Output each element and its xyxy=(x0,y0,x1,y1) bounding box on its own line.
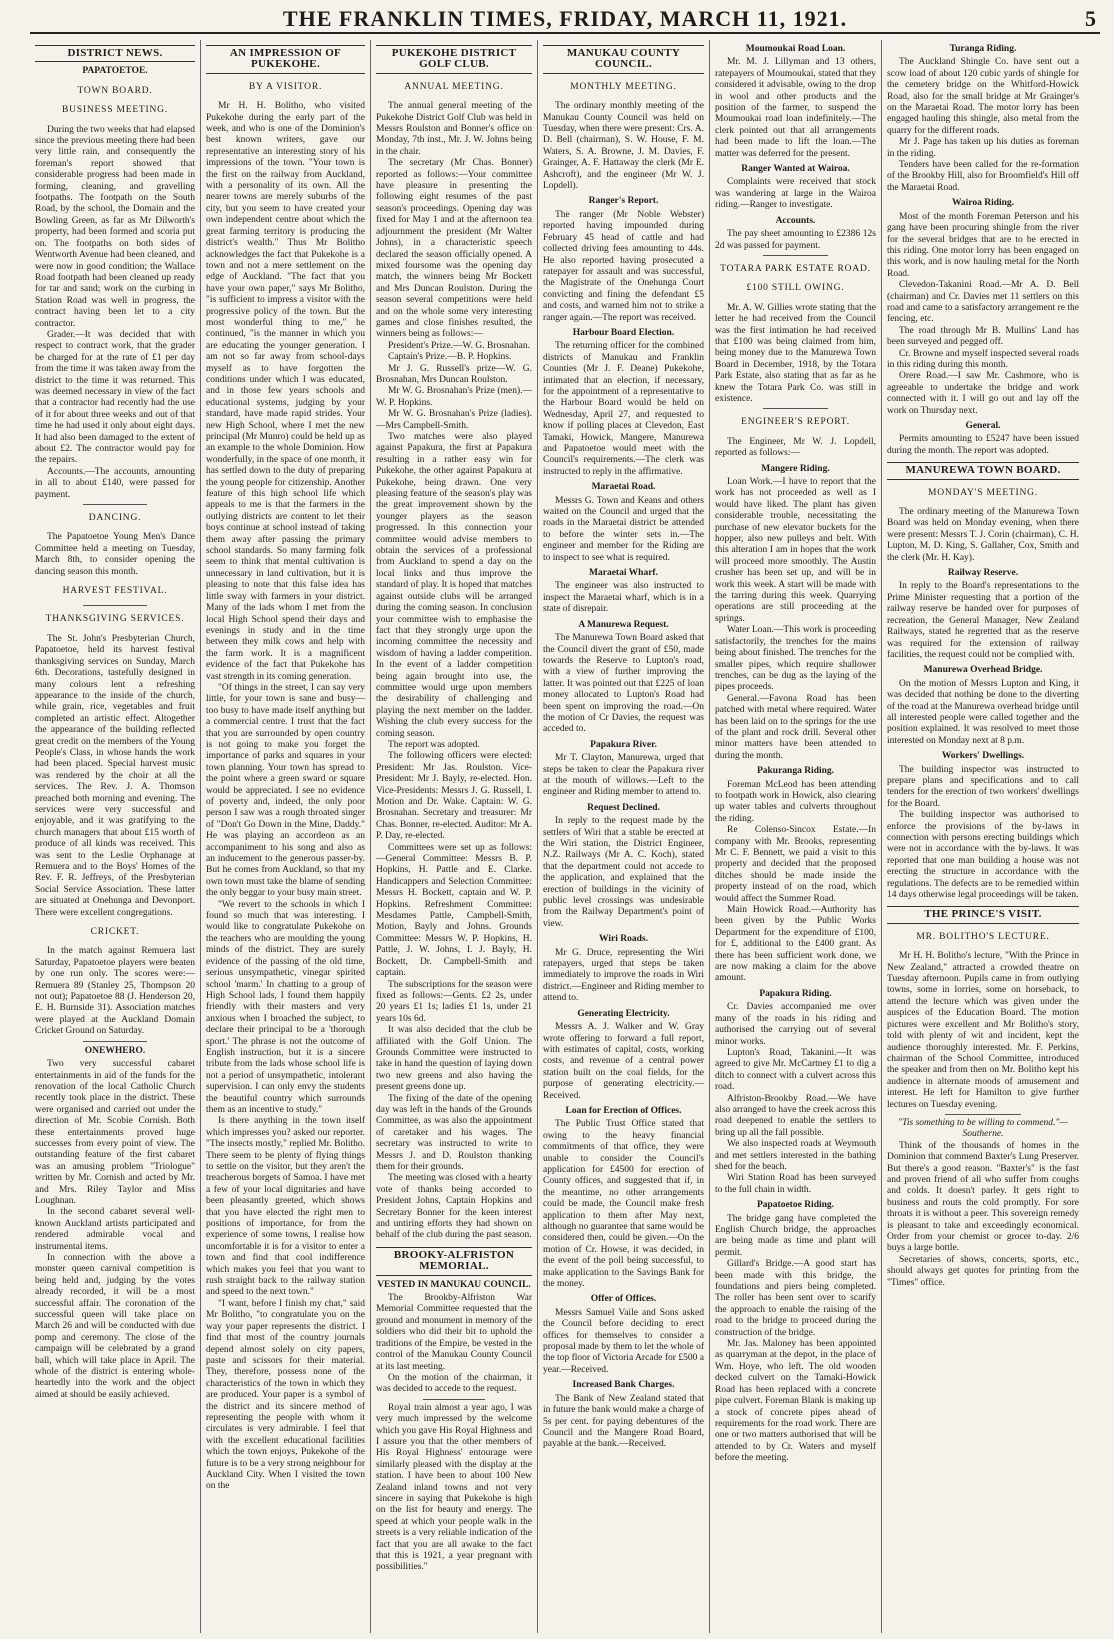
paragraph: General.—Favona Road has been patched with metal where required. Water has been laid on to the springs for the use of the plant and rock drill. Several other minor matters have been attended to during the month. xyxy=(715,693,876,761)
paragraph: Mr. Jas. Maloney has been appointed as quarryman at the depot, in the place of Wm. Hoye, who left. The old wooden decked culvert on the Tamaki-Howick Road has been replaced with a concrete pipe culvert. Foreman Blank is making up a stock of concrete pipes ahead of requirements for the road work. There are one or two matters authorised that will be attended to by Cr. Waters and myself before the meeting. xyxy=(715,1339,876,1464)
subheading: VESTED IN MANUKAU COUNCIL. xyxy=(377,1279,531,1290)
divider xyxy=(83,504,147,505)
paragraph: Wiri Station Road has been surveyed to the full chain in width. xyxy=(715,1173,876,1195)
subheading: Request Declined. xyxy=(587,802,660,813)
paragraph: The bridge gang have completed the English Church bridge, the approaches are being made as time and plant will permit. xyxy=(715,1213,876,1258)
section-heading: THE PRINCE'S VISIT. xyxy=(887,906,1079,923)
column-3 xyxy=(370,40,537,1633)
column-6 xyxy=(881,40,1084,1633)
paragraph: The Public Trust Office stated that owing to the heavy financial commitments of that office, they were unable to consider the Council's application for £4500 for erection of County offices, and suggested that if, in the meantime, no other arrangements could be made, the Council make fresh application to them after May next, although no guarantee that same would be considered then, could be given.—On the motion of Cr. Howse, it was decided, in the event of the poll being successful, to make application to the Savings Bank for the money. xyxy=(543,1119,704,1290)
paragraph: The Bank of New Zealand stated that in future the bank would make a charge of 5s per cent. for paying debentures of the Council and the Mangere Road Board, payable at the bank.—Received. xyxy=(543,1393,704,1450)
divider xyxy=(83,1041,147,1042)
section-heading: DISTRICT NEWS. xyxy=(35,45,195,62)
column-5 xyxy=(709,40,881,1633)
paragraph: Mr H. H. Bolitho's lecture, "With the Prince in New Zealand," attracted a crowded theatre on Tuesday afternoon. Pupils came in from outlying towns, some in lorries, some on horseback, to attend the lecture which was given under the auspices of the Education Board. The motion pictures were excellent and Mr Bolitho's story, told with plenty of wit and incident, kept the audience thoroughly interested. Mr. F. Perkins, chairman of the School Committee, introduced the speaker and from then on Mr. Bolitho kept his audience in alternate moods of amusement and interest. He left for Hamilton to give further lectures on Tuesday evening. xyxy=(887,951,1079,1110)
paragraph: The annual general meeting of the Pukekohe District Golf Club was held in Messrs Roulston and Bonner's office on Monday, 7th inst., Mr. J. W. Johns being in the chair. xyxy=(376,101,532,157)
paragraph: Foreman McLeod has been attending to footpath work in Howick, also clearing up water tables and culverts throughout the riding. xyxy=(715,779,876,824)
subheading: Accounts. xyxy=(775,215,816,226)
paragraph: Cr. Browne and myself inspected several roads in this riding during this month. xyxy=(887,348,1079,370)
subheading: Loan for Erection of Offices. xyxy=(565,1105,682,1116)
paragraph: The report was adopted. xyxy=(388,739,480,750)
paragraph: President's Prize.—W. G. Brosnahan. xyxy=(388,340,530,351)
paragraph: Think of the thousands of homes in the Dominion that commend Baxter's Lung Preserver. But there's a good reason. "Baxter's" is the fast and proven friend of all who suffer from coughs and colds. It doesn't parley. It gets right to business and routs the cold promptly. For sore throats it is without a peer. This sovereign remedy is pleasant to take and exceedingly economical. Order from your chemist or grocer to-day. 2/6 buys a large bottle. xyxy=(887,1140,1079,1254)
paragraph: The Papatoetoe Young Men's Dance Committee held a meeting on Tuesday, March 8th, to consider opening the dancing season this month. xyxy=(35,532,195,577)
paragraph: We also inspected roads at Weymouth and met settlers interested in the bathing shed for the beach. xyxy=(715,1139,876,1172)
paragraph: The Engineer, Mr W. J. Lopdell, reported as follows:— xyxy=(715,436,876,459)
section-heading: MANUREWA TOWN BOARD. xyxy=(887,462,1079,479)
paragraph: Alfriston-Brookby Road.—We have also arranged to have the creek across this road deepened to enable the settlers to bring up all the fall possible. xyxy=(715,1093,876,1138)
paragraph: Mr T. Clayton, Manurewa, urged that steps be taken to clear the Papakura river at the mouth of willows.—Left to the engineer and Riding member to attend to. xyxy=(543,753,704,798)
subheading: ENGINEER'S REPORT. xyxy=(741,417,850,428)
subheading: DANCING. xyxy=(88,513,142,524)
paragraph: Orere Road.—I saw Mr. Cashmore, who is agreeable to undertake the bridge and work connected with it. I will go out and lay off the work on Thursday next. xyxy=(887,371,1079,416)
paragraph: Mr H. H. Bolitho, who visited Pukekohe during the early part of the week, and who is one of the Dominion's best known writers, gave our representative an interesting story of his impressions of the town. "Your town is the first on the railway from Auckland, with a personality of its own. All the nearer towns are merely suburbs of the city, but you seem to have created your own independent centre about which the great farming territory is producing the district's wealth." Thus Mr Bolitho acknowledges the fact that Pukekohe is a town and not a mere settlement on the edge of Auckland. "The fact that you have your own paper," says Mr Bolitho, "is sufficient to impress a visitor with the progressive policy of the town. But the most wonderful thing to me," he continued, "is the manner in which you are educating the younger generation. I am not so far away from school-days myself as to have forgotten the conditions under which I was educated, and in those few years schools and educational systems, judging by your standard, have made rapid strides. Your new High School, where I met the new principal (Mr Munro) could be held up as an example to the whole Dominion. How wonderfully, in the space of one month, it has settled down to the duty of preparing the young people for citizenship. Another feature of this high school life which appeals to me is that the farmers in the outlying districts are content to let their boys continue at school instead of taking them away after passing the primary school standards. So many farming folk seem to think that mental cultivation is unnecessary in land cultivation, but it is pleasing to note that this false idea has little sway with farmers in your district. Many of the lads whom I met from the local High School spend their days and evenings in study and in the time between they milk cows and help with the farm work. It is a magnificent evidence of the fact that Pukekohe has vast strength in its coming generation. xyxy=(206,101,365,682)
subheading: Moumoukai Road Loan. xyxy=(745,44,846,54)
paragraph: Mr W. G. Brosnahan's Prize (ladies).—Mrs Campbell-Smith. xyxy=(376,409,532,431)
subheading: Wiri Roads. xyxy=(599,934,648,945)
paragraph: The building inspector was instructed to prepare plans and specifications and to call tenders for the erection of two workers' dwellings for the Board. xyxy=(887,764,1079,809)
subheading: Turanga Riding. xyxy=(949,44,1017,54)
paragraph: On the motion of the chairman, it was decided to accede to the request. xyxy=(376,1372,532,1395)
paragraph: The building inspector was authorised to enforce the provisions of the by-laws in connection with persons erecting buildings which were not in accordance with the by-laws. It was reported that one man building a house was not erecting the structure in accordance with the regulations. The defects are to be remedied within 14 days otherwise legal proceedings will be taken. xyxy=(887,810,1079,901)
divider xyxy=(763,255,827,256)
subheading: £100 STILL OWING. xyxy=(746,283,845,294)
paragraph: In the match against Remuera last Saturday, Papatoetoe players were beaten by one run only. The scores were:—Remuera 89 (Stanley 25, Thompson 20 not out); Papatoetoe 88 (J. Henderson 20, E. H. Burnside 31). Association matches were played at the Auckland Domain Cricket Ground on Saturday. xyxy=(35,946,195,1037)
paragraph: Mr J. Page has taken up his duties as foreman in the riding. xyxy=(887,137,1079,159)
paragraph: Lupton's Road, Takanini.—It was agreed to give Mr. McCartney £1 to dig a ditch to connect with a culvert across this road. xyxy=(715,1047,876,1093)
paragraph: Mr G. Druce, representing the Wiri ratepayers, urged that steps be taken immediately to improve the roads in Wiri district.—Engineer and Riding member to attend to. xyxy=(543,947,704,1004)
advert-quote: "Tis something to be willing to commend."—Southerne. xyxy=(898,1117,1068,1140)
section-heading: BROOKY-ALFRISTON MEMORIAL. xyxy=(376,1247,532,1276)
subheading: PAPATOETOE. xyxy=(82,66,148,77)
subheading: General. xyxy=(965,421,1001,431)
subheading: Generating Electricity. xyxy=(577,1008,670,1019)
subheading: Ranger's Report. xyxy=(588,196,659,207)
paragraph: Re Colenso-Sincox Estate.—In company with Mr. Brooks, representing Mr C. F. Bennett, we paid a visit to this property and decided that the proposed ditches should be made inside the property instead of on the road, which would affect the Summer Road. xyxy=(715,825,876,904)
paragraph: Messrs G. Town and Keans and others waited on the Council and urged that the roads in the Maraetai district be attended to before the winter sets in.—The engineer and member for the Riding are to inspect to see what is required. xyxy=(543,495,704,563)
paragraph: In reply to the request made by the settlers of Wiri that a stable be erected at the Wiri station, the District Engineer, N.Z. Railways (Mr A. C. Koch), stated that the department could not accede to the application, and explained that the erection of buildings in the vicinity of public level crossings was undesirable from the Railway Department's point of view. xyxy=(543,816,704,929)
paragraph: The secretary (Mr Chas. Bonner) reported as follows:—Your committee have pleasure in presenting the following eight resumes of the past season's proceedings. Opening day was fixed for May 1 and at the afternoon tea adjournment the president (Mr Walter Johns), in a characteristic speech declared the season officially opened. A mixed foursome was the opening day match, the winners being Mr Bockett and Mrs Duncan Roulston. During the season several competitions were held and on the whole some very interesting games and close finishes resulted, the winners being as follows:— xyxy=(376,158,532,340)
subheading: CRICKET. xyxy=(90,927,140,938)
paragraph: On the motion of Messrs Lupton and King, it was decided that nothing be done to the diverting of the road at the Manurewa overhead bridge until all interested people were called together and the position explained. It was resolved to meet those interested on Monday next at 8 p.m. xyxy=(887,678,1079,746)
subheading: ANNUAL MEETING. xyxy=(404,81,504,92)
paragraph: Accounts.—The accounts, amounting in all to about £140, were passed for payment. xyxy=(35,466,195,500)
paragraph: The ordinary meeting of the Manurewa Town Board was held on Monday evening, when there were present: Messrs T. J. Corin (chairman), C. H. Lupton, M. D. King, S. Gallaher, Cox, Smith and the clerk (Mr. H. Kay). xyxy=(887,507,1079,563)
paragraph: Loan Work.—I have to report that the work has not proceeded as well as I would have liked. The plant has given considerable trouble, necessitating the purchase of new elevator buckets for the hopper, also new pulleys and belt. With this alteration I am in hopes that the work will proceed more smoothly. The Austin crusher has been set up, and will be in work this week. A start will be made with the tarring during this week. Quarrying operations are still proceeding at the springs. xyxy=(715,477,876,624)
subheading: MR. BOLITHO'S LECTURE. xyxy=(916,931,1050,942)
subheading: Maraetai Wharf. xyxy=(589,568,658,579)
section-heading: MANUKAU COUNTY COUNCIL. xyxy=(543,45,704,74)
subheading: Papatoetoe Riding. xyxy=(756,1200,835,1211)
paragraph: The engineer was also instructed to inspect the Maraetai wharf, which is in a state of disrepair. xyxy=(543,581,704,615)
paragraph: The Manurewa Town Board asked that the Council divert the grant of £50, made towards the Reserve to Lupton's road, with a view of further improving the latter. It was pointed out that £225 of loan money allocated to Lupton's Road had been spent on improving the road.—On the motion of Cr Davies, the request was acceded to. xyxy=(543,633,704,735)
subheading: THANKSGIVING SERVICES. xyxy=(45,614,185,625)
paragraph: Complaints were received that stock was wandering at large in the Wairoa riding.—Ranger to investigate. xyxy=(715,177,876,211)
paragraph: "I want, before I finish my chat," said Mr Bolitho, "to congratulate you on the way your paper represents the district. I find that most of the country journals depend almost solely on city papers, paste and scissors for their material. They, therefore, possess none of the characteristics of the town in which they are produced. Your paper is a symbol of the district and its sincere method of representing the people with whom it circulates is very admirable. I feel that with the excellent educational facilities which the town enjoys, Pukekohe of the future is to be a very strong neighbour for Auckland City. When I visited the town on the xyxy=(206,1298,365,1492)
paragraph: Water Loan.—This work is proceeding satisfactorily, the trenches for the mains being about finished. The trenches for the smaller pipes, which require shallower trenches, can be dug as the laying of the pipes proceeds. xyxy=(715,625,876,693)
subheading: Wairoa Riding. xyxy=(951,198,1015,209)
column-2 xyxy=(200,40,370,1633)
subheading: BY A VISITOR. xyxy=(248,81,323,92)
paragraph: Permits amounting to £5247 have been issued during the month. The report was adopted. xyxy=(887,434,1079,456)
paragraph: The Auckland Shingle Co. have sent out a scow load of about 120 cubic yards of shingle for the cemetery bridge on the Whitford-Howick Road, also for the small bridge at Mr Grainger's on the Maraetai Road. The motor lorry has been engaged hauling this shingle, also metal from the quarry for the different roads. xyxy=(887,57,1079,136)
subheading: Workers' Dwellings. xyxy=(941,751,1025,762)
subheading: Maraetai Road. xyxy=(591,482,656,493)
paragraph: The Brookby-Alfriston War Memorial Committee requested that the ground and monument in memory of the soldiers who did their bit to uphold the traditions of the Empire, be vested in the control of the Manukau County Council at its last meeting. xyxy=(376,1293,532,1372)
subheading: BUSINESS MEETING. xyxy=(62,105,168,116)
subheading: Mangere Riding. xyxy=(761,463,830,474)
paragraph: The road through Mr B. Mullins' Land has been surveyed and pegged off. xyxy=(887,325,1079,348)
paragraph: The fixing of the date of the opening day was left in the hands of the Grounds Committee, as was also the appointment of caretaker and his wages. The secretary was instructed to write to Messrs J. and D. Roulston thanking them for their grounds. xyxy=(376,1093,532,1172)
paragraph: Two very successful cabaret entertainments in aid of the funds for the renovation of the local Catholic Church recently took place in the district. These were organised and carried out under the direction of Mr. Scobie Cornish. Both these entertainments proved huge successes from every point of view. The outstanding feature of the first cabaret was an amusing problem "Triologue" written by Mr. Cornish and acted by Mr. and Mrs. Riley Taylor and Miss Loughnan. xyxy=(35,1059,195,1206)
subheading: TOTARA PARK ESTATE ROAD. xyxy=(720,263,871,274)
divider xyxy=(763,408,827,409)
paragraph: The meeting was closed with a hearty vote of thanks being accorded to President Johns, Captain Hopkins and Secretary Bonner for the keen interest and untiring efforts they had shown on behalf of the club during the past season. xyxy=(376,1173,532,1241)
paragraph: Committees were set up as follows:—General Committee: Messrs B. P. Hopkins, H. Pattle and E. Clarke. Handicappers and Selection Committee: Messrs H. Bockett, captain and W. P. Hopkins. Refreshment Committee: Mesdames Pattle, Campbell-Smith, Motion, Bayly and Johns. Grounds Committee: Messrs W. P. Hopkins, H. Pattle, J. W. Johns, I. J. Bayly, H. Bockett, Dr. Campbell-Smith and captain. xyxy=(376,842,532,979)
paragraph: It was also decided that the club be affiliated with the Golf Union. The Grounds Committee were instructed to take in hand the question of laying down two new greens and also having the present greens done up. xyxy=(376,1025,532,1093)
divider xyxy=(423,1399,485,1400)
subheading: MONDAY'S MEETING. xyxy=(928,487,1038,498)
paragraph: The returning officer for the combined districts of Manukau and Franklin Counties (Mr J. F. Deane) Pukekohe, intimated that an election, if necessary, for the appointment of a representative to the Harbour Board would be held on Wednesday, April 27, and requested to know if polling places at Clevedon, East Tamaki, Howick, Mangere, Manurewa and Papatoetoe would meet with the Council's requirements.—The clerk was instructed to reply in the affirmative. xyxy=(543,341,704,477)
paragraph: Mr. M. J. Lillyman and 13 others, ratepayers of Moumoukai, stated that they considered it advisable, owing to the drop in wool and other products and the position of the farmer, to suspend the Moumoukai road loan indefinitely.—The clerk pointed out that all arrangements had been made to lift the loan.—The matter was deferred for the present. xyxy=(715,57,876,159)
subheading: TOWN BOARD. xyxy=(77,85,153,96)
paragraph: Grader.—It was decided that with respect to contract work, that the grader be charged for at the rate of £1 per day from the time it was taken away from the district to the time it was returned. This was deemed necessary in view of the fact that a contractor had recently had the use of it for about three weeks and out of that time he had used it only about eight days. It had also been damaged to the extent of about £2. The contractor would pay for the repairs. xyxy=(35,329,195,466)
paragraph: Tenders have been called for the re-formation of the Brookby Hill, also for Broomfield's Hill off the Maraetai Road. xyxy=(887,160,1079,193)
paragraph: Mr W. G. Brosnahan's Prize (men).—W. P. Hopkins. xyxy=(376,386,532,408)
paragraph: Cr. Davies accompanied me over many of the roads in his riding and authorised the carrying out of several minor works. xyxy=(715,1002,876,1047)
paragraph: Messrs A. J. Walker and W. Gray wrote offering to forward a full report, with estimates of capital, costs, working costs, and revenue of a central power station built on the coal fields, for the purpose of generating electricity.—Received. xyxy=(543,1022,704,1101)
paragraph: The pay sheet amounting to £2386 12s 2d was passed for payment. xyxy=(715,229,876,251)
subheading: MONTHLY MEETING. xyxy=(570,81,677,92)
newspaper-title: THE FRANKLIN TIMES, FRIDAY, MARCH 11, 1921. xyxy=(282,6,848,31)
subheading: Manurewa Overhead Bridge. xyxy=(923,665,1043,676)
paragraph: The ordinary monthly meeting of the Manukau County Council was held on Tuesday, when there were present: Crs. A. D. Bell (chairman), S. W. House, F. M. Waters, S. A. Browne, J. M. Davies, F. Grainger, A. F. Hattaway the clerk (Mr E. Ashcroft), and the engineer (Mr W. J. Lopdell). xyxy=(543,101,704,192)
paragraph: Most of the month Foreman Peterson and his gang have been procuring shingle from the river for the several bridges that are to be erected in this riding. One motor lorry has been engaged on this work, and is now hauling metal for the North Road. xyxy=(887,211,1079,279)
divider xyxy=(83,605,147,606)
paragraph: During the two weeks that had elapsed since the previous meeting there had been very little rain, and consequently the foreman's report showed that considerable progress had been made in forming, cleaning, and gravelling footpaths. The footpath on the South Road, by the school, the Domain and the Bowling Green, as far as Mr Dilworth's property, had been formed and scoria put on. The footpaths on both sides of Wentworth Avenue had been cleaned, and were now in good condition; the Wallace Road footpath had been cleaned up ready for tar and sand; work on the curbing in Station Road was well in progress, the contract having been let to a city contractor. xyxy=(35,124,195,329)
column-4 xyxy=(537,40,709,1633)
paragraph: Two matches were also played against Papakura, the first at Papakura resulting in a rather easy win for Pukekohe, the other against Papakura at Pukekohe, being drawn. One very pleasing feature of the season's play was the great improvement shown by the younger players as the season progressed. In this connection your committee would advise members to obtain the services of a professional from Auckland to spend a day on the local links and thus improve the standard of play. It is hoped that matches against outside clubs will be arranged during the coming season. In conclusion your committee wish to emphasise the fact that they strongly urge upon the incoming committee the necessity and wisdom of having a ladder competition. In the event of a ladder competition being again brought into use, the committee would urge upon members the desirability of challenging and playing the next member on the ladder. Wishing the club every success for the coming season. xyxy=(376,432,532,739)
section-heading: AN IMPRESSION OF PUKEKOHE. xyxy=(206,45,365,74)
subheading: A Manurewa Request. xyxy=(578,619,669,630)
paragraph: In the second cabaret several well-known Auckland artists participated and rendered admirable vocal and instrumental items. xyxy=(35,1207,195,1252)
divider xyxy=(945,1114,1022,1115)
paragraph: Is there anything in the town itself which impresses you? asked our reporter. "The insects mostly," replied Mr. Bolitho. There seem to be plenty of flying things to settle on the visitor, but they aren't the treacherous borgets of Samoa. I have met a few of your local dignitaries and have been pleasantly greeted, which shows that you have elected the right men to positions of importance, for from the experience of some towns, I realise how uncomfortable it is for a visitor to enter a town and find that cool indifference which makes you feel that you want to rush straight back to the railway station and speed to the next town." xyxy=(206,1116,365,1298)
paragraph: Captain's Prize.—B. P. Hopkins. xyxy=(388,352,512,363)
paragraph: "We revert to the schools in which I found so much that was interesting. I would like to congratulate Pukekohe on the teachers who are moulding the young minds of the district. They are surely evidence of the passing of the old time, serious unsympathetic, vinegar spirited school 'marm.' In chatting to a group of High School lads, I found them happily friendly with their masters and very anxious when I broached the subject, to declare their principal to be a 'thorough sport.' The phrase is not the outcome of English instruction, but it is a sincere tribute from the lads whose school life is not a period of unsympathetic, intolerant supervision. I can only envy the students the beautiful country which surrounds them as an incentive to study." xyxy=(206,899,365,1115)
subheading: ONEWHERO. xyxy=(84,1045,146,1056)
paragraph: In reply to the Board's representations to the Prime Minister requesting that a portion of the railway reserve be handed over for purposes of recreation, the General Manager, New Zealand Railways, stated he regretted that as the reserve was required for the extension of railway facilities, the request could not be complied with. xyxy=(887,581,1079,660)
subheading: HARVEST FESTIVAL. xyxy=(62,586,168,597)
paragraph: Mr J. G. Russell's prize—W. G. Brosnahan, Mrs Duncan Roulston. xyxy=(376,363,532,385)
subheading: Harbour Board Election. xyxy=(572,327,675,338)
paragraph: Clevedon-Takanini Road.—Mr A. D. Bell (chairman) and Cr. Davies met 11 settlers on this road and came to a satisfactory arrangement re the fencing, etc. xyxy=(887,280,1079,325)
paragraph: Royal train almost a year ago, I was very much impressed by the welcome which you gave His Royal Highness and I assure you that the other members of His Royal Highness' entourage were similarly pleased with the display at the station. I have been to about 100 New Zealand inland towns and not very sincere in saying that Pukekohe is high on the list for beauty and energy. The speed at which your people walk in the streets is a very reliable indication of the fact that you are all awake to the fact that this is 1921, a year pregnant with possibilities." xyxy=(376,1402,532,1573)
paragraph: Main Howick Road.—Authority has been given by the Public Works Department for the expenditure of £100, for £, additional to the £400 grant. As there has been sufficient work done, we are now making a claim for the above amount. xyxy=(715,905,876,984)
page-number: 5 xyxy=(1085,6,1096,31)
subheading: Pakuranga Riding. xyxy=(756,766,835,777)
subheading: Increased Bank Charges. xyxy=(572,1380,675,1391)
paragraph: Messrs Samuel Vaile and Sons asked the Council before deciding to erect offices for themselves to consider a proposal made by them to let the whole of the top floor of Victoria Arcade for £500 a year.—Received. xyxy=(543,1307,704,1375)
paragraph: "Of things in the street, I can say very little, for your town is sane and busy—too busy to have made itself anything but a commercial centre. I trust that the fact that you are surrounded by open country is not going to make you forget the importance of parks and squares in your town planning. Your town has spread to the point where a green sward or square would be appreciated. I see no evidence of poverty and, indeed, the only poor person I saw was a rough throated singer of "Don't Go Down in the Mine, Daddy." He was playing an accordeon as an accompaniment to his song and also as an inducement to the generous passer-by. But he comes from Auckland, so that my own town must take the blame of sending the only beggar to your busy main street. xyxy=(206,682,365,899)
column-1 xyxy=(30,40,200,1633)
paragraph: The following officers were elected: President: Mr Jas. Roulston. Vice-President: Mr J. Bayly, re-elected. Hon. Vice-Presidents: Messrs J. G. Russell, I. Motion and Dr. Wake. Captain: W. G. Brosnahan. Secretary and treasurer: Mr Chas. Bonner, re-elected. Auditor: Mr A. P. Day, re-elected. xyxy=(376,751,532,842)
paragraph: The St. John's Presbyterian Church, Papatoetoe, held its harvest festival thanksgiving services on Sunday, March 6th. Decorations, tastefully designed in many colours lent a refreshing appearance to the inside of the church, while grain, rice, vegetables and fruit completed an artistic effect. Altogether the appearance of the building reflected great credit on the members of the Young People's Class, in whose hands the work had been placed. Special harvest music was rendered by the choir at all the services. The Rev. J. A. Thomson preached both morning and evening. The services were very successful and enjoyable, and it was gratifying to the church managers that about £15 worth of produce of all kinds was received. This was sent to the Leslie Orphanage at Remuera and to the Boys' Homes of the Rev. F. R. Jeffreys, of the Presbyterian Social Service Association. These latter are situated at Onehunga and Devonport. There were excellent congregations. xyxy=(35,633,195,918)
subheading: Ranger Wanted at Wairoa. xyxy=(741,164,850,175)
paragraph: Mr. A. W. Gillies wrote stating that the letter he had received from the Council was the first intimation he had received that £100 was being claimed from him, being money due to the Manurewa Town Board in December, 1918, by the Totara Park Estate, also stating that as far as he knew the Totara Park Co. was still in existence. xyxy=(715,302,876,404)
paragraph: Gillard's Bridge.—A good start has been made with this bridge, the foundations and piers being completed. The roller has been sent over to scarify the approach to enable the raising of the road to the bridge to proceed during the construction of the bridge. xyxy=(715,1259,876,1338)
subheading: Papakura Riding. xyxy=(759,988,832,999)
masthead xyxy=(30,6,1100,34)
subheading: Railway Reserve. xyxy=(947,568,1019,579)
paragraph: Secretaries of shows, concerts, sports, etc., should always get quotes for printing from the "Times" office. xyxy=(887,1254,1079,1288)
section-heading: PUKEKOHE DISTRICT GOLF CLUB. xyxy=(376,45,532,74)
subheading: Offer of Offices. xyxy=(590,1294,657,1305)
paragraph: In connection with the above a monster queen carnival competition is being held and, judging by the votes already recorded, it will be a most successful affair. The coronation of the successful queen will take place on March 26 and will be conducted with due pomp and ceremony. The close of the campaign will be celebrated by a grand ball, which will take place in April. The whole of the district is entering whole-heartedly into the work and the object aimed at should be easily achieved. xyxy=(35,1253,195,1400)
paragraph: The ranger (Mr Noble Webster) reported having impounded during February 45 head of cattle and had collected driving fees amounting to 44s. He also reported having prosecuted a ratepayer for assault and was successful, the Magistrate of the Onehunga Court convicting and fining the defendant £5 and costs, and warned him not to strike a ranger again.—The report was received. xyxy=(543,209,704,323)
subheading: Papakura River. xyxy=(590,739,657,750)
paragraph: The subscriptions for the season were fixed as follows:—Gents. £2 2s, under 20 years £1 1s; ladies £1 1s, under 21 years 10s 6d. xyxy=(376,979,532,1024)
